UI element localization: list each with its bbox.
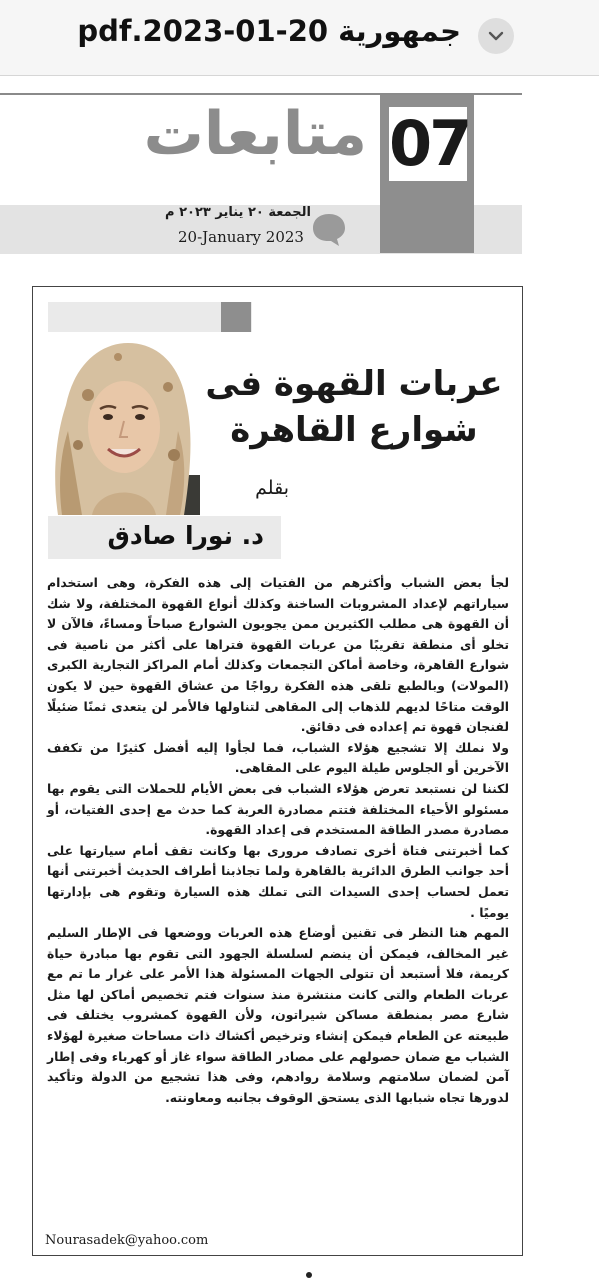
headline [204, 361, 504, 453]
paragraph: كما أخبرتنى فتاة أخرى تصادف مرورى بها وكانت تقف أمام سيارتها على أحد جوانب الطرق الدائرية بالقاهرة ولما تجاذبنا أطراف الحديث أخبرتنى أنها تعمل لحساب إحدى السيدات التى تملك هذه السيارة وتقوم هى بإدارتها يوميًا . [47, 842, 509, 920]
viewer-top-bar [0, 0, 599, 76]
newspaper-page [0, 77, 599, 1280]
date-english: 20-January 2023 [178, 228, 304, 246]
document-title: جمهورية 20-01-2023.pdf [77, 14, 461, 48]
author-email: Nourasadek@yahoo.com [45, 1233, 209, 1248]
author-photo [48, 335, 200, 515]
article-frame [32, 286, 523, 1256]
paragraph: لجأ بعض الشباب وأكثرهم من الفتيات إلى هذه الفكرة، وهى استخدام سياراتهم لإعداد المشروبات الساخنة وكذلك أنواع القهوة المختلفة، ولا شك أن القهوة هى مطلب الكثيرين ممن يجوبون الشوارع صباحاً ومساءً، فالآن لا تخلو أى منطقة تقريبًا من عربات القهوة فتراها على أكثر من ناصية فى شوارع القاهرة، وخاصة أماكن التجمعات وكذلك أمام المراكز التجارية الكبرى (المولات) وبالطبع تلقى هذه الفكرة رواجًا من عشاق القهوة حين لا يكون الوقت متاحًا لديهم للذهاب إلى المقاهى لتناولها فالأمر لن يتعدى ثمنًا ضئيلًا لفنجان قهوة تم إعداده فى دقائق. [47, 575, 509, 735]
headline-line-2: شوارع القاهرة [230, 410, 478, 450]
title-menu-button[interactable] [478, 18, 514, 54]
headline-line-1: عربات القهوة فى [205, 364, 503, 404]
photo-header-square [221, 302, 251, 332]
page-bottom-mark [306, 1272, 312, 1278]
author-name: د. نورا صادق [107, 521, 264, 550]
byline-label: بقلم [255, 477, 289, 499]
article-body [47, 573, 509, 1108]
paragraph: ولا نملك إلا تشجيع هؤلاء الشباب، فما لجأوا إليه أفضل كثيرًا من تكفف الآخرين أو الجلوس طيلة اليوم على المقاهى. [47, 739, 509, 776]
chevron-down-icon [487, 28, 505, 44]
paragraph: المهم هنا النظر فى تقنين أوضاع هذه العربات ووضعها فى الإطار السليم غير المخالف، فيمكن أن ينضم لسلسلة الجهود التى تقوم بها مبادرة حياة كريمة، فلا أستبعد أن تتولى الجهات المسئولة هذا الأمر على غرار ما تم مع عربات الطعام والتى كانت منتشرة منذ سنوات فتم تخصيص أماكن لها مثل شارع مصر بمنطقة مساكن شيراتون، ولأن القهوة كمشروب يختلف فى طبيعته عن الطعام فيمكن إنشاء وترخيص أكشاك ذات مساحات صغيرة لهؤلاء الشباب مع ضمان حصولهم على مصادر الطاقة سواء غاز أو كهرباء وفى إطار آمن لضمان سلامتهم وسلامة رواد‌هم، وفى هذا تشجيع من الدولة وتأكيد لدورها تجاه شبابها الذى يستحق الوقوف بجانبه ومعاونته. [47, 925, 509, 1105]
section-title: متابعات [143, 99, 367, 169]
paragraph: لكننا لن نستبعد تعرض هؤلاء الشباب فى بعض الأيام للحملات التى يقوم بها مسئولو الأحياء المختلفة فتتم مصادرة العربة كما حدث مع إحدى الفتيات، أو مصادرة مصدر الطاقة المستخدم فى إعداد القهوة. [47, 780, 509, 838]
page-number: 07 [389, 107, 470, 180]
date-arabic: الجمعة ٢٠ يناير ٢٠٢٣ م [165, 205, 311, 220]
speech-bubble-icon [311, 211, 347, 247]
